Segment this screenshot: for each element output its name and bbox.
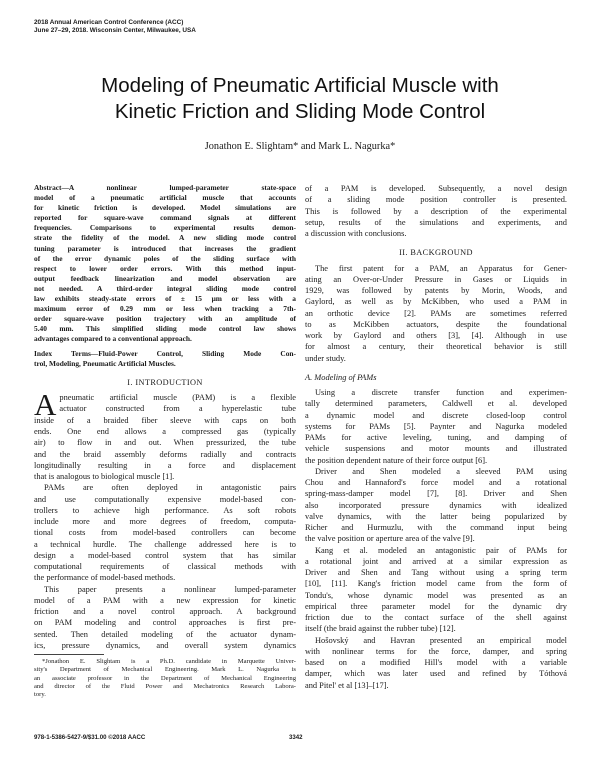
modeling-line: valve dynamics, with the latter being popularized by xyxy=(305,511,567,521)
intro-line: tional costs from model-based controllers can become xyxy=(34,528,296,538)
abstract-line: of the error dynamic poles of the sliding surface with xyxy=(34,253,296,263)
intro-line: and use computationally expensive model-based con- xyxy=(34,494,296,504)
modeling-line: Kang et al. modeled an antagonistic pair of PAMs for xyxy=(315,545,567,555)
footnote-line: an associate professor in the Department of Mechanical Engineering xyxy=(34,674,296,682)
background-line: to as McKibben actuators, despite the foundational xyxy=(305,319,567,329)
modeling-line: a rotational joint and arrived at a similar expression as xyxy=(305,556,567,566)
footnote-line: and director of the Fluid Power and Mechatronics Research Labora- xyxy=(34,683,296,691)
background-line: for almost a century, their theoretical behavior is still xyxy=(305,342,567,352)
intro-line: trollers to achieve high performance. As soft robots xyxy=(34,505,296,515)
intro-line: PAMs are often deployed in antagonistic pairs xyxy=(44,483,296,493)
abstract-line: output feedback linearization and model observation are xyxy=(34,273,296,283)
intro-paragraph-3 xyxy=(34,584,296,652)
index-terms-line: trol, Modeling, Pneumatic Artificial Muscles. xyxy=(34,358,176,368)
intro-line: ends. One end allows a compressed gas (typically xyxy=(34,427,296,437)
modeling-line: systems for PAMs [5]. Paynter and Nagurka modeled xyxy=(305,421,567,431)
modeling-line: Richer and Hurmuzlu, with the command input being xyxy=(305,523,567,532)
footnote-line: *Jonathon E. Slightam is a Ph.D. candidate in Marquette Univer- xyxy=(42,658,296,666)
left-column xyxy=(34,183,296,700)
abstract-line: strate the fidelity of the model. A new sliding mode control xyxy=(34,233,296,243)
intro-line: and the braid assembly deforms radially and contracts xyxy=(34,449,296,459)
modeling-line: vehicle suspensions and motor mounts and illustrated xyxy=(305,444,567,454)
footnote-line: tory. xyxy=(34,691,46,699)
background-line: 1929, was followed by patents by Morin, Woods, and xyxy=(305,286,567,295)
index-terms xyxy=(34,349,296,369)
index-terms-line: Index Terms—Fluid-Power Control, Sliding Mode Con- xyxy=(34,348,296,358)
intro-line: the performance of model-based methods. xyxy=(34,573,176,583)
intro-line: air) to flow in and out. When pressurized, the tube xyxy=(34,438,296,448)
footnote-line: sity's Department of Mechanical Engineering. Mark L. Nagurka is xyxy=(34,666,296,674)
conference-name: 2018 Annual American Control Conference (ACC) xyxy=(34,19,184,26)
section-heading-introduction: I. INTRODUCTION xyxy=(127,377,203,387)
modeling-line: itself (the braid against the rubber tube) [12]. xyxy=(305,624,456,634)
right-column xyxy=(305,183,567,691)
background-paragraph xyxy=(305,263,567,364)
intro-line: ics, pressure dynamics, and overall system dynamics xyxy=(34,640,296,650)
footnote-divider xyxy=(34,654,104,655)
paper-title xyxy=(40,73,560,125)
intro-line: This paper presents a nonlinear lumped-parameter xyxy=(44,584,296,594)
title-line-1: Modeling of Pneumatic Artificial Muscle with xyxy=(101,74,499,97)
modeling-line: Hošovský and Havran presented an empirical model xyxy=(315,635,567,645)
intro-line: model of a PAM with a new expression for kinetic xyxy=(34,595,296,605)
abstract-line: advantages compared to a conventional approach. xyxy=(34,334,192,344)
footnote xyxy=(34,658,296,699)
modeling-line: based on a modified Hill's model with a variable xyxy=(305,658,567,667)
abstract-line: law exhibits steady-state errors of ± 15 μm or less with a xyxy=(34,294,296,304)
abstract xyxy=(34,183,296,345)
modeling-line: [10], [11]. Kang's friction model came from the form of xyxy=(305,579,567,589)
title-line-2: Kinetic Friction and Sliding Mode Control xyxy=(114,100,486,123)
intro-line: include more and more degrees of freedom, computa- xyxy=(34,517,296,527)
modeling-line: the valve position or aperture area of the valve [9]. xyxy=(305,534,475,544)
abstract-line: tuning parameter is introduced that increases the gradient xyxy=(34,243,296,253)
abstract-line: 5.40 mm. This simplified sliding mode control law shows xyxy=(34,324,296,334)
modeling-line: the position dependent nature of their force output [6]. xyxy=(305,455,488,465)
abstract-line: model of a pneumatic artificial muscle that accounts xyxy=(34,193,296,203)
abstract-line: for kinetic friction is developed. Model simulations are xyxy=(34,203,296,213)
modeling-line: a dynamic model and discrete closed-loop control xyxy=(305,410,567,420)
intro-line: friction and a novel control approach. A background xyxy=(34,607,296,617)
modeling-line: also incorporated pressure dynamics with idealized xyxy=(305,500,567,510)
abstract-line: respect to lower order errors. With this method input- xyxy=(34,263,296,273)
intro-continuation-line: of a PAM is developed. Subsequently, a novel design xyxy=(305,184,567,193)
background-line: The first patent for a PAM, an Apparatus for Gener- xyxy=(315,263,567,273)
intro-line: actuator constructed from a hyperelastic tube xyxy=(59,404,296,414)
modeling-paragraph-4 xyxy=(305,635,567,691)
modeling-line: Driver and Shen and Tang without using a spring term xyxy=(305,568,567,577)
intro-line: computational requirements of classical methods with xyxy=(34,562,296,572)
intro-line: pneumatic artificial muscle (PAM) is a flexible xyxy=(59,392,296,402)
modeling-line: spring-mass-damper model [7], [8]. Driver and Shen xyxy=(305,489,567,499)
intro-paragraph-2 xyxy=(34,482,296,583)
modeling-paragraph-1 xyxy=(305,387,567,466)
abstract-line: Abstract—A nonlinear lumped-parameter state-space xyxy=(34,183,296,192)
modeling-line: PAMs for active leveling, tuning, and damping of xyxy=(305,433,567,442)
background-line: Gaylord, as well as by McKibben, who used a PAM in xyxy=(305,297,567,307)
modeling-line: damper, which was later used and refined by Tóthová xyxy=(305,669,567,679)
intro-line: that is analogous to biological muscle [1]. xyxy=(34,472,175,482)
intro-line: a technical hurdle. The challenge addressed here is to xyxy=(34,539,296,549)
intro-line: sented. Then detailed modeling of the actuator dynam- xyxy=(34,629,296,639)
modeling-line: friction due to the contact surface of the shell against xyxy=(305,613,567,622)
subsection-heading-modeling: A. Modeling of PAMs xyxy=(305,372,377,382)
modeling-line: Tondu's, whose dynamic model was presented as an xyxy=(305,590,567,600)
modeling-line: and Pitel' et al [13]–[17]. xyxy=(305,680,389,690)
isbn-copyright: 978-1-5386-5427-9/$31.00 ©2018 AACC xyxy=(34,734,146,741)
intro-paragraph-1 xyxy=(34,392,296,483)
intro-continuation-line: setup, results of the simulations and experiments, and xyxy=(305,217,567,227)
background-line: under study. xyxy=(305,353,346,363)
intro-line: inside of a braided fiber sleeve with caps on both xyxy=(34,415,296,425)
abstract-line: maximum error of 0.29 mm or less when tracking a 7th- xyxy=(34,304,296,314)
intro-line: design a model-based control system that has similar xyxy=(34,550,296,560)
abstract-line: order square-wave position trajectory with an amplitude of xyxy=(34,314,296,324)
section-heading-background: II. BACKGROUND xyxy=(399,248,473,258)
intro-continuation-line: of a sliding mode position controller is presented. xyxy=(305,195,567,205)
intro-continuation-line: a discussion with conclusions. xyxy=(305,229,407,238)
modeling-line: empirical three parameter model for the dynamic dry xyxy=(305,601,567,611)
abstract-line: frequencies. Comparisons to experimental results demon- xyxy=(34,223,296,233)
modeling-line: Driver and Shen modeled a sleeved PAM using xyxy=(315,466,567,476)
author-list: Jonathon E. Slightam* and Mark L. Nagurka* xyxy=(204,141,396,152)
modeling-line: with nonlinear terms for the force, damper, and spring xyxy=(305,646,567,656)
drop-cap: A xyxy=(34,391,57,415)
modeling-line: tally determined parameters, Caldwell et al. developed xyxy=(305,399,567,409)
intro-continuation-line: This is followed by a description of the experimental xyxy=(305,206,567,216)
intro-line: on PAM modeling and control approaches is first pre- xyxy=(34,618,296,628)
page-number: 3342 xyxy=(289,734,303,741)
modeling-line: Chou and Hannaford's force model and a rotational xyxy=(305,478,567,487)
conference-date-venue: June 27–29, 2018. Wisconsin Center, Milwaukee, USA xyxy=(34,27,196,34)
intro-line: longitudinally resulting in a force and displacement xyxy=(34,460,296,470)
abstract-line: reported for square-wave command signals at different xyxy=(34,213,296,223)
modeling-paragraph-3 xyxy=(305,545,567,635)
modeling-line: Using a discrete transfer function and experimen- xyxy=(315,388,567,397)
background-line: an orthotic device [2]. PAMs are sometimes referred xyxy=(305,308,567,318)
abstract-line: not needed. A third-order integral sliding mode control xyxy=(34,283,296,293)
modeling-paragraph-2 xyxy=(305,466,567,545)
intro-continuation xyxy=(305,183,567,239)
background-line: work by Gaylord and others [3], [4]. Although in use xyxy=(305,331,567,340)
background-line: ating an Over-or-Under Pressure in Gases or Liquids in xyxy=(305,274,567,284)
conference-header xyxy=(34,19,434,35)
